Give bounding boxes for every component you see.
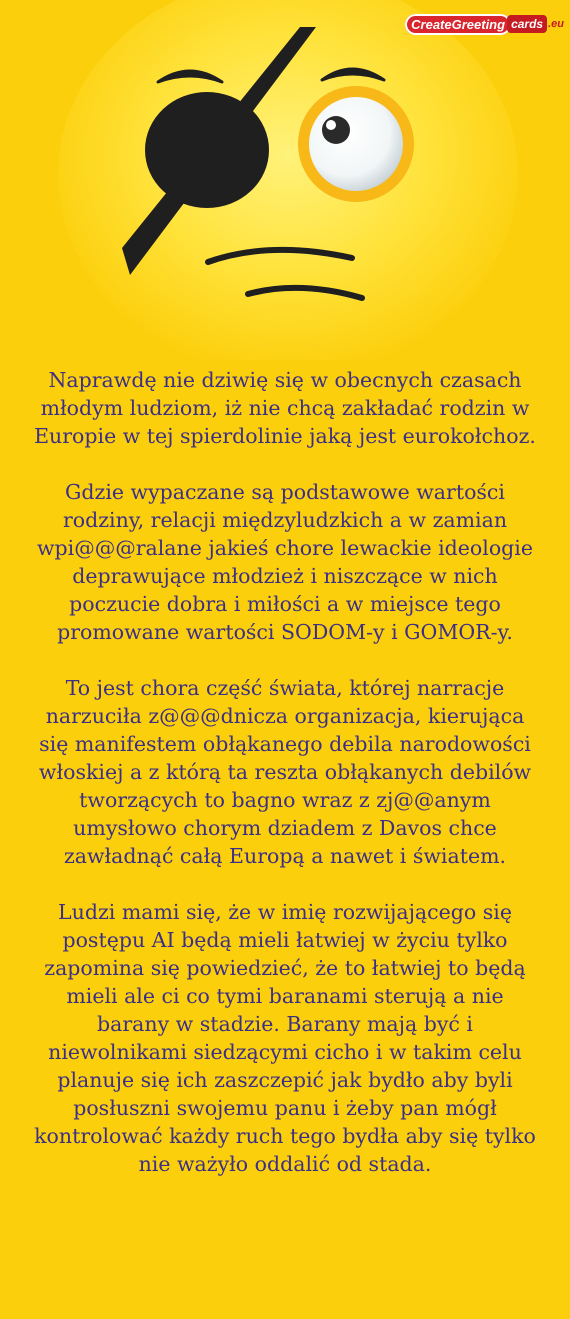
brand-logo[interactable] [405, 4, 564, 44]
paragraph-2: Gdzie wypaczane są podstawowe wartości rodziny, relacji międzyludzkich a w zamian wpi@@@ralane jakieś chore lewackie ideologie deprawujące młodzież i niszczące w nich poczucie dobra i miłości a w miejsce tego promowane wartości SODOM-y i GOMOR-y. [36, 480, 533, 644]
pirate-smiley-eyepatch-icon [0, 0, 570, 360]
paragraph-1: Naprawdę nie dziwię się w obecnych czasach młodym ludziom, iż nie chcą zakładać rodzin w Europie w tej spierdolinie jaką jest eurokołchoz. [34, 368, 536, 448]
message-text [28, 366, 542, 1206]
logo-tld: .eu [548, 18, 564, 30]
logo-cards: cards [507, 15, 547, 33]
paragraph-4: Ludzi mami się, że w imię rozwijającego się postępu AI będą mieli łatwiej w życiu tylko zapomina się powiedzieć, że to łatwiej to będą mieli ale ci co tymi baranami sterują a nie barany w stadzie. Barany mają być i niewolnikami siedzącymi cicho i w takim celu planuje się ich zaszczepić jak bydło aby byli posłuszni swojemu panu i żeby pan mógł kontrolować każdy ruch tego bydła aby się tylko nie ważyło oddalić od stada. [34, 900, 536, 1176]
logo-text: CreateGreeting [405, 14, 511, 35]
paragraph-3: To jest chora część świata, której narracje narzuciła z@@@dnicza organizacja, kierująca się manifestem obłąkanego debila narodowości włoskiej a z którą ta reszta obłąkanych debilów tworzących to bagno wraz z zj@@anym umysłowo chorym dziadem z Davos chce zawładnąć całą Europą a nawet i światem. [38, 676, 532, 868]
